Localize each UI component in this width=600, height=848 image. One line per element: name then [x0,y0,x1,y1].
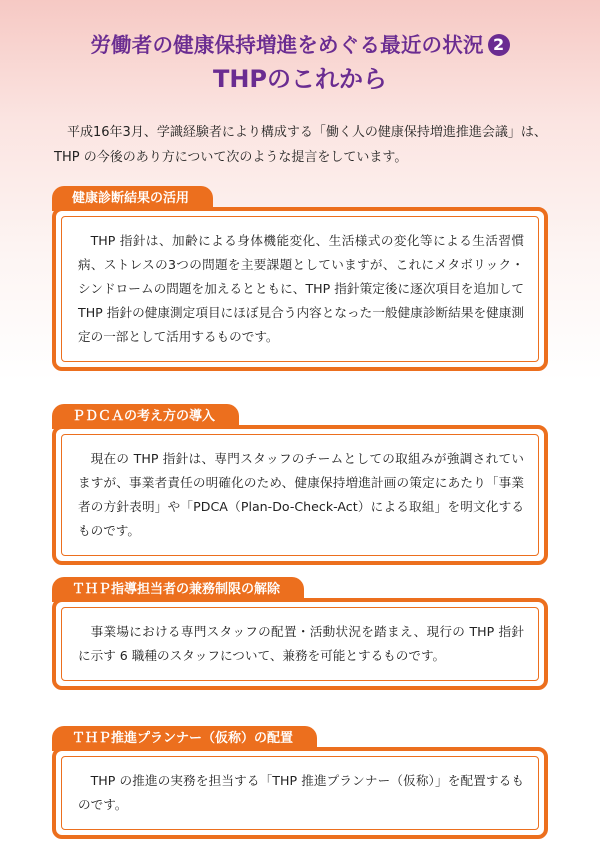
section-body: 事業場における専門スタッフの配置・活動状況を踏まえ、現行の THP 指針に示す 6 職種のスタッフについて、兼務を可能とするものです。 [61,607,539,681]
title-line-2: THPのこれから [212,65,388,93]
section-planner [52,726,548,839]
title-line-1 [0,30,600,60]
section-body: THP 指針は、加齢による身体機能変化、生活様式の変化等による生活習慣病、ストレスの3つの問題を主要課題としていますが、これにメタボリック・シンドロームの問題を加えるとともに、THP 指針策定後に逐次項目を追加して THP 指針の健康測定項目にほぼ見合う内容となった一般健康診断結果を健康測定の一部として活用するものです。 [61,216,539,362]
section-heading: ＴＨＰ推進プランナー（仮称）の配置 [52,726,317,751]
section-pdca [52,404,548,565]
section-concurrent-duty [52,577,548,690]
section-heading: ＰＤＣＡの考え方の導入 [52,404,239,429]
intro-paragraph: 平成16年3月、学識経験者により構成する「働く人の健康保持増進推進会議」は、THP の今後のあり方について次のような提言をしています。 [54,125,547,165]
section-box [52,747,548,839]
section-body: 現在の THP 指針は、専門スタッフのチームとしての取組みが強調されていますが、事業者責任の明確化のため、健康保持増進計画の策定にあたり「事業者の方針表明」や「PDCA（Plan-Do-Check-Act）による取組」を明文化するものです。 [61,434,539,556]
page-title [0,30,600,96]
chapter-number-badge: 2 [488,34,510,56]
section-heading: ＴＨＰ指導担当者の兼務制限の解除 [52,577,304,602]
section-box [52,598,548,690]
title-text: 労働者の健康保持増進をめぐる最近の状況 [90,33,484,57]
section-body: THP の推進の実務を担当する「THP 推進プランナー（仮称）」を配置するものです。 [61,756,539,830]
section-health-checkup [52,186,548,371]
section-heading: 健康診断結果の活用 [52,186,213,211]
section-box [52,425,548,565]
section-box [52,207,548,371]
